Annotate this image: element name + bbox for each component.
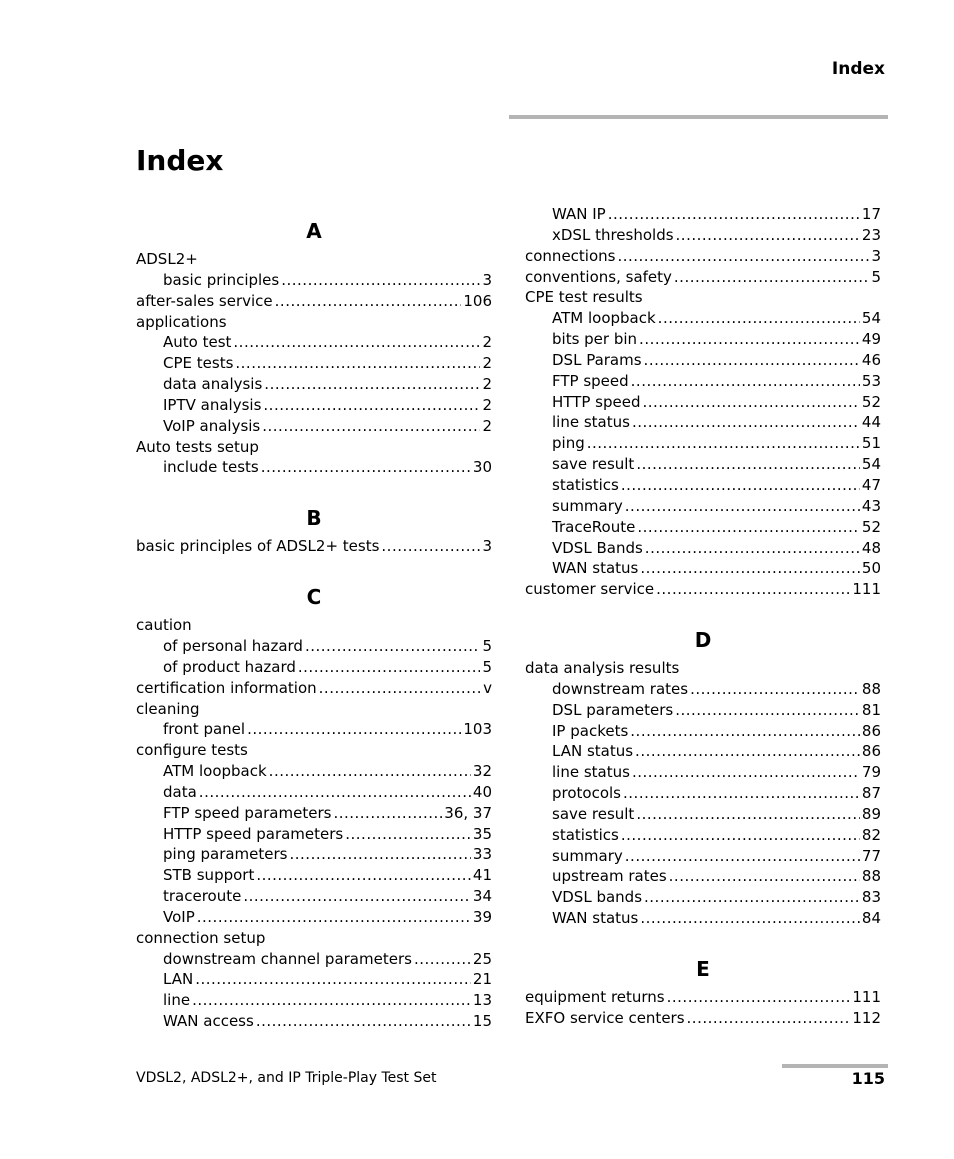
index-term: WAN status [552, 909, 639, 928]
index-term: basic principles [163, 270, 280, 289]
index-term: ADSL2+ [136, 250, 198, 268]
index-subentry [525, 908, 881, 929]
index-subentry [136, 636, 492, 657]
running-header-title: Index [831, 59, 885, 79]
dot-leader [635, 741, 860, 762]
page-reference[interactable]: 41 [472, 866, 492, 885]
index-entry [136, 291, 492, 312]
dot-leader [656, 579, 850, 600]
dot-leader [247, 719, 461, 740]
index-subentry [525, 308, 881, 329]
index-term: FTP speed parameters [163, 803, 332, 822]
index-term: customer service [525, 580, 655, 599]
index-term: line status [552, 413, 630, 432]
index-column-left [136, 213, 492, 1032]
page-title: Index [136, 144, 224, 177]
index-subentry [136, 719, 492, 740]
page-reference[interactable]: 50 [861, 559, 881, 578]
dot-leader [644, 887, 860, 908]
index-subentry [525, 496, 881, 517]
page-reference[interactable]: 54 [861, 455, 881, 474]
page-reference[interactable]: 87 [861, 784, 881, 803]
index-subentry [525, 517, 881, 538]
index-subentry [525, 741, 881, 762]
index-subentry [525, 475, 881, 496]
page-reference[interactable]: 111 [852, 580, 881, 599]
page-reference[interactable]: 86 [861, 742, 881, 761]
page-reference[interactable]: 2 [482, 375, 492, 394]
dot-leader [621, 475, 860, 496]
index-term: bits per bin [552, 330, 638, 349]
dot-leader [256, 1011, 471, 1032]
dot-leader [623, 783, 860, 804]
dot-leader [305, 636, 480, 657]
page-reference[interactable]: v [483, 678, 492, 697]
dot-leader [640, 558, 860, 579]
dot-leader [687, 1008, 851, 1029]
index-term: CPE tests [163, 354, 234, 373]
dot-leader [667, 987, 851, 1008]
page-reference[interactable]: 3 [482, 537, 492, 556]
page-reference[interactable]: 33 [472, 845, 492, 864]
dot-leader [199, 782, 471, 803]
index-term: LAN status [552, 742, 634, 761]
index-term: configure tests [136, 741, 248, 760]
dot-leader [195, 969, 471, 990]
dot-leader [262, 416, 480, 437]
page-reference[interactable]: 35 [472, 824, 492, 843]
footer-product-name: VDSL2, ADSL2+, and IP Triple-Play Test Set [136, 1070, 437, 1086]
dot-leader [298, 657, 481, 678]
index-entry [136, 928, 492, 949]
index-term: IP packets [552, 721, 629, 740]
index-subentry [525, 392, 881, 413]
index-term: statistics [552, 825, 619, 844]
page-reference[interactable]: 43 [861, 496, 881, 515]
index-subentry [525, 866, 881, 887]
index-subentry [136, 844, 492, 865]
dot-leader [644, 350, 860, 371]
page-reference[interactable]: 88 [861, 679, 881, 698]
page-reference[interactable]: 44 [861, 413, 881, 432]
dot-leader [640, 908, 860, 929]
index-subentry [525, 804, 881, 825]
dot-leader [608, 204, 860, 225]
index-term: equipment returns [525, 988, 665, 1006]
index-term: CPE test results [525, 288, 643, 307]
index-subentry [136, 886, 492, 907]
index-term: LAN [163, 970, 194, 989]
index-term: cleaning [136, 699, 200, 718]
dot-leader [675, 700, 860, 721]
index-entry [136, 312, 492, 333]
index-entry [136, 740, 492, 761]
section-gap [525, 929, 881, 951]
page-reference[interactable]: 3 [871, 246, 881, 265]
index-subentry [525, 783, 881, 804]
index-subentry [525, 329, 881, 350]
dot-leader [632, 762, 860, 783]
index-term: FTP speed [552, 371, 629, 390]
index-term: line [163, 991, 191, 1010]
dot-leader [197, 907, 471, 928]
dot-leader [263, 395, 480, 416]
index-term: DSL parameters [552, 700, 674, 719]
index-term: EXFO service centers [525, 1008, 685, 1027]
index-subentry [525, 350, 881, 371]
dot-leader [690, 679, 860, 700]
index-subentry [525, 412, 881, 433]
page-reference[interactable]: 82 [861, 825, 881, 844]
index-term: summary [552, 496, 623, 515]
dot-leader [631, 371, 860, 392]
dot-leader [636, 454, 860, 475]
page-reference[interactable]: 46 [861, 350, 881, 369]
index-subentry [136, 824, 492, 845]
index-subentry [136, 990, 492, 1011]
section-letter: B [306, 506, 322, 531]
section-letter: A [306, 219, 322, 243]
page-reference[interactable]: 17 [861, 205, 881, 223]
index-entry [136, 437, 492, 458]
index-subentry [525, 846, 881, 867]
page-reference[interactable]: 51 [861, 434, 881, 453]
index-term: upstream rates [552, 867, 667, 886]
dot-leader [632, 412, 860, 433]
dot-leader [674, 267, 870, 288]
page-reference[interactable]: 112 [852, 1008, 881, 1027]
index-subentry [525, 679, 881, 700]
index-term: DSL Params [552, 350, 642, 369]
page-reference[interactable]: 40 [472, 782, 492, 801]
index-subentry [136, 457, 492, 478]
index-term: save result [552, 804, 635, 823]
page-reference[interactable]: 79 [861, 763, 881, 782]
page-reference[interactable]: 106 [463, 291, 492, 310]
index-subentry [136, 353, 492, 374]
index-subentry [525, 225, 881, 246]
index-entry [136, 699, 492, 720]
dot-leader [625, 846, 860, 867]
page-reference[interactable]: 5 [482, 636, 492, 655]
page-reference[interactable]: 30 [472, 458, 492, 477]
index-term: save result [552, 455, 635, 474]
index-term: summary [552, 846, 623, 865]
index-subentry [136, 865, 492, 886]
index-term: STB support [163, 866, 255, 885]
index-subentry [136, 416, 492, 437]
index-term: xDSL thresholds [552, 225, 674, 244]
index-entry [136, 678, 492, 699]
index-term: basic principles of ADSL2+ tests [136, 537, 380, 556]
index-term: line status [552, 763, 630, 782]
index-subentry [525, 700, 881, 721]
page-reference[interactable]: 111 [852, 988, 881, 1006]
index-subentry [136, 374, 492, 395]
dot-leader [587, 433, 860, 454]
page-reference[interactable]: 5 [871, 267, 881, 286]
index-term: data analysis [163, 375, 263, 394]
index-subentry [136, 395, 492, 416]
index-column-right [525, 204, 881, 1029]
index-term: conventions, safety [525, 267, 672, 286]
page-reference[interactable]: 2 [482, 395, 492, 414]
index-subentry [525, 433, 881, 454]
index-term: applications [136, 312, 227, 331]
index-subentry [525, 204, 881, 225]
index-term: Auto test [163, 333, 232, 352]
index-subentry [136, 949, 492, 970]
index-subentry [525, 721, 881, 742]
index-entry [525, 267, 881, 288]
section-gap [136, 557, 492, 579]
index-subentry [136, 270, 492, 291]
index-term: VoIP analysis [163, 416, 261, 435]
index-term: downstream channel parameters [163, 949, 412, 968]
dot-leader [381, 536, 480, 557]
index-term: of personal hazard [163, 636, 303, 655]
section-letter: C [306, 585, 322, 610]
page-reference[interactable]: 25 [472, 949, 492, 968]
dot-leader [243, 886, 471, 907]
dot-leader [676, 225, 860, 246]
index-subentry [525, 558, 881, 579]
dot-leader [642, 392, 859, 413]
index-term: ping [552, 434, 585, 453]
dot-leader [630, 721, 860, 742]
page-reference[interactable]: 23 [861, 225, 881, 244]
footer-page-number: 115 [851, 1069, 885, 1088]
index-term: certification information [136, 678, 317, 697]
index-term: Auto tests setup [136, 437, 259, 456]
index-entry [525, 246, 881, 267]
page-reference[interactable]: 39 [472, 907, 492, 926]
dot-leader [658, 308, 860, 329]
index-entry [525, 658, 881, 679]
page-reference[interactable]: 3 [482, 270, 492, 289]
page-reference[interactable]: 83 [861, 888, 881, 907]
index-term: IPTV analysis [163, 395, 262, 414]
index-term: connection setup [136, 928, 266, 947]
index-subentry [525, 762, 881, 783]
index-term: HTTP speed [552, 392, 641, 411]
index-subentry [525, 825, 881, 846]
index-subentry [525, 887, 881, 908]
index-entry [136, 615, 492, 636]
dot-leader [256, 865, 471, 886]
dot-leader [639, 329, 860, 350]
index-entry [136, 536, 492, 557]
page-reference[interactable]: 49 [861, 330, 881, 349]
page-reference[interactable]: 86 [861, 721, 881, 740]
dot-leader [264, 374, 480, 395]
index-term: data [163, 782, 197, 801]
page-reference[interactable]: 32 [472, 762, 492, 781]
dot-leader [637, 517, 860, 538]
dot-leader [636, 804, 860, 825]
page-reference[interactable]: 53 [861, 371, 881, 390]
index-term: traceroute [163, 887, 242, 906]
index-entry [525, 287, 881, 308]
index-term: ATM loopback [163, 762, 267, 781]
index-term: VDSL bands [552, 888, 643, 907]
index-subentry [136, 907, 492, 928]
page-reference[interactable]: 36, 37 [444, 803, 492, 822]
dot-leader [275, 291, 462, 312]
dot-leader [669, 866, 860, 887]
section-letter: E [696, 957, 710, 981]
index-term: WAN IP [552, 205, 606, 223]
page-reference[interactable]: 52 [861, 517, 881, 536]
page-reference[interactable]: 88 [861, 867, 881, 886]
page-reference[interactable]: 2 [482, 333, 492, 352]
index-subentry [525, 371, 881, 392]
dot-leader [233, 332, 480, 353]
index-term: after-sales service [136, 291, 273, 310]
page-reference[interactable]: 2 [482, 354, 492, 373]
index-term: caution [136, 616, 192, 635]
dot-leader [625, 496, 860, 517]
page-reference[interactable]: 15 [472, 1012, 492, 1031]
index-term: front panel [163, 720, 246, 739]
index-entry [136, 249, 492, 270]
page-reference[interactable]: 48 [861, 538, 881, 557]
index-term: WAN access [163, 1012, 254, 1031]
index-term: TraceRoute [552, 517, 636, 536]
dot-leader [192, 990, 471, 1011]
page-reference[interactable]: 103 [463, 720, 492, 739]
index-subentry [136, 1011, 492, 1032]
index-term: downstream rates [552, 679, 689, 698]
index-term: data analysis results [525, 659, 680, 678]
dot-leader [621, 825, 860, 846]
index-term: protocols [552, 784, 622, 803]
page-reference[interactable]: 77 [861, 846, 881, 865]
index-term: ATM loopback [552, 309, 656, 328]
header-rule [509, 115, 888, 119]
index-term: include tests [163, 458, 259, 477]
dot-leader [269, 761, 471, 782]
section-letter: D [694, 628, 712, 653]
index-entry [525, 1008, 881, 1029]
index-term: HTTP speed parameters [163, 824, 344, 843]
index-subentry [136, 657, 492, 678]
page-reference[interactable]: 34 [472, 887, 492, 906]
section-gap [136, 478, 492, 500]
index-subentry [136, 332, 492, 353]
page-reference[interactable]: 52 [861, 392, 881, 411]
index-term: of product hazard [163, 657, 296, 676]
index-subentry [136, 803, 492, 824]
dot-leader [617, 246, 869, 267]
index-subentry [136, 782, 492, 803]
dot-leader [333, 803, 442, 824]
page-reference[interactable]: 89 [861, 804, 881, 823]
dot-leader [414, 949, 471, 970]
index-term: VoIP [163, 907, 195, 926]
page-reference[interactable]: 2 [482, 416, 492, 435]
dot-leader [281, 270, 480, 291]
index-term: WAN status [552, 559, 639, 578]
dot-leader [235, 353, 480, 374]
index-term: statistics [552, 475, 619, 494]
index-subentry [525, 454, 881, 475]
dot-leader [645, 538, 860, 559]
index-subentry [136, 969, 492, 990]
section-gap [525, 600, 881, 622]
dot-leader [319, 678, 481, 699]
page-reference[interactable]: 5 [482, 657, 492, 676]
index-entry [525, 987, 881, 1008]
page-reference[interactable]: 47 [861, 475, 881, 494]
dot-leader [345, 824, 471, 845]
page-reference[interactable]: 54 [861, 309, 881, 328]
index-subentry [136, 761, 492, 782]
page-reference[interactable]: 84 [861, 909, 881, 928]
page-reference[interactable]: 13 [472, 991, 492, 1010]
page-reference[interactable]: 21 [472, 970, 492, 989]
dot-leader [261, 457, 471, 478]
index-entry [525, 579, 881, 600]
page-reference[interactable]: 81 [861, 700, 881, 719]
index-subentry [525, 538, 881, 559]
index-term: VDSL Bands [552, 538, 643, 557]
footer-rule [782, 1064, 888, 1068]
index-term: ping parameters [163, 845, 288, 864]
index-term: connections [525, 246, 616, 265]
dot-leader [290, 844, 471, 865]
